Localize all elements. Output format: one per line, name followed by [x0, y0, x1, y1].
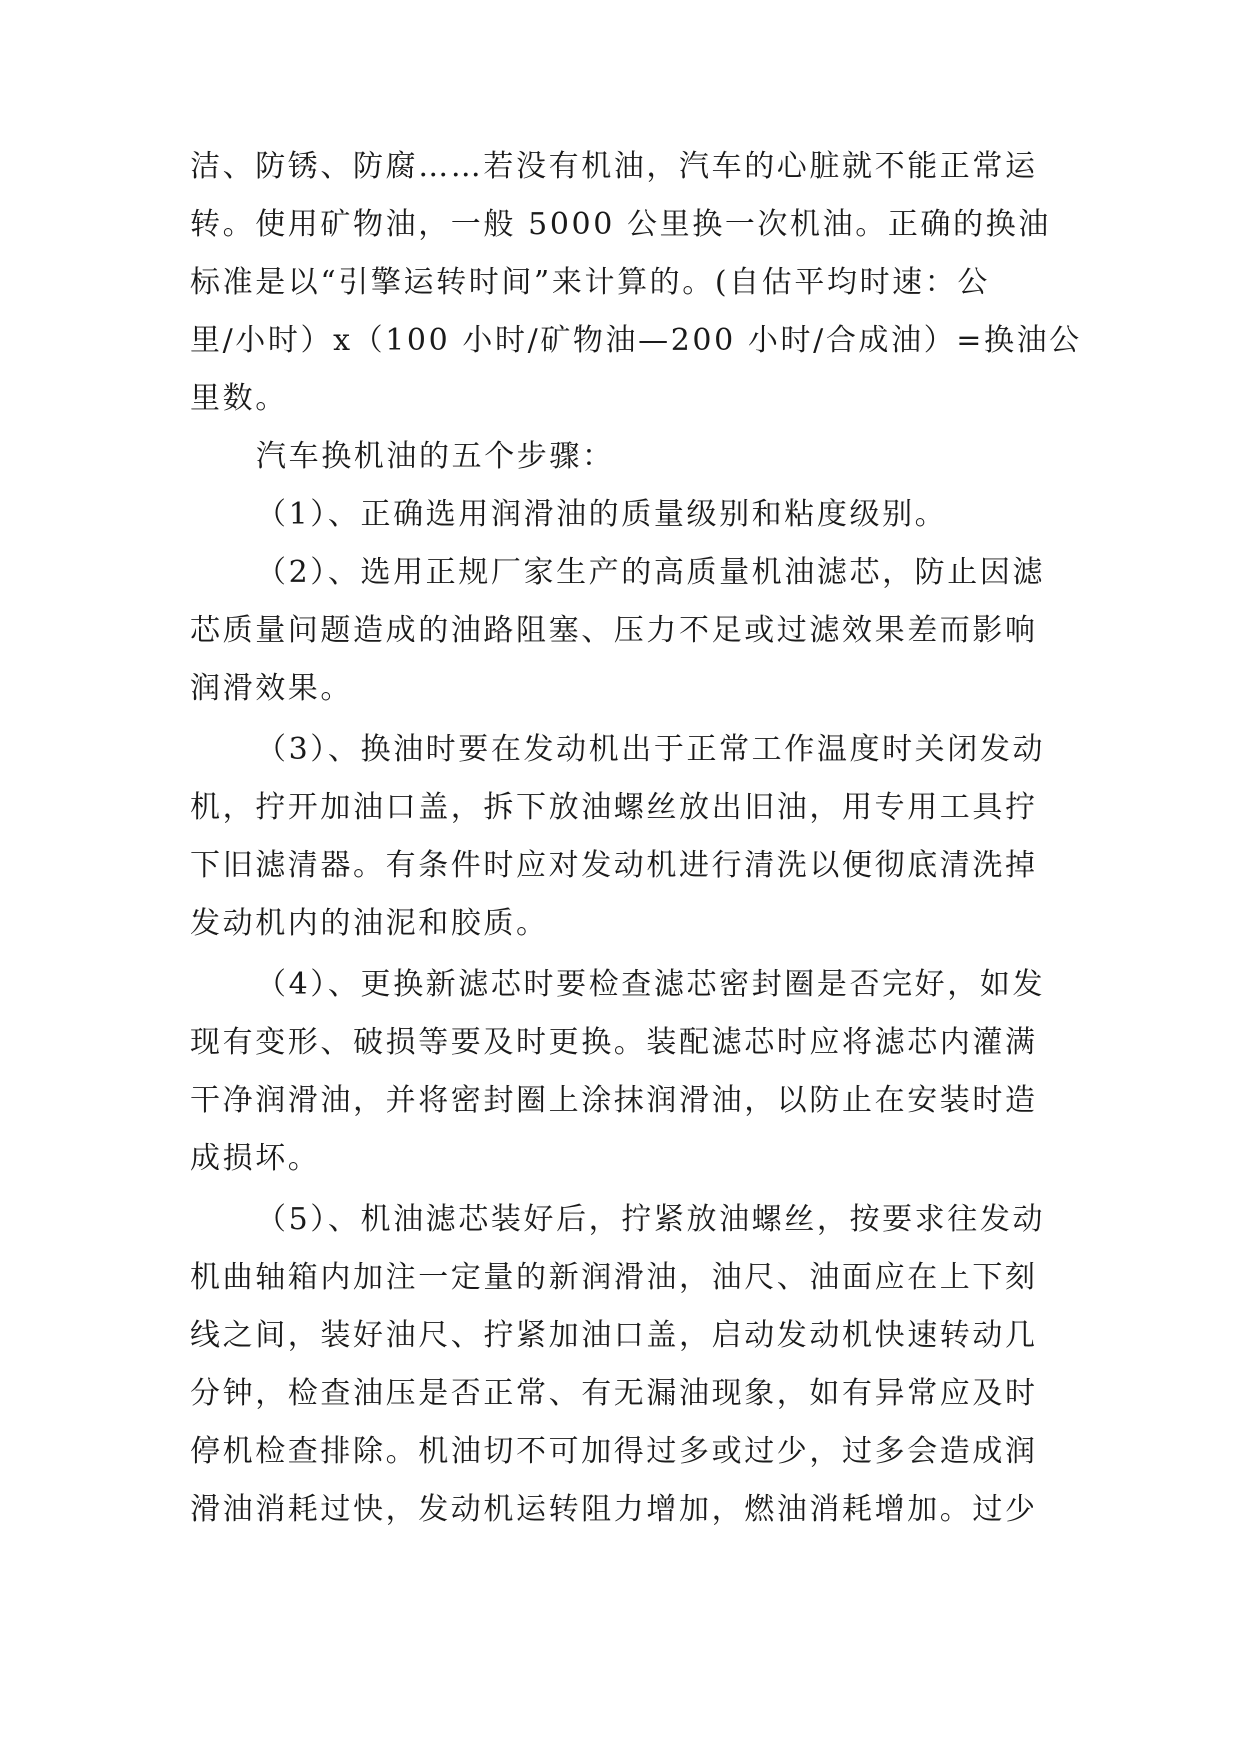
text-line: 分钟，检查油压是否正常、有无漏油现象，如有异常应及时	[190, 1376, 1038, 1411]
step-2: （2）、选用正规厂家生产的高质量机油滤芯，防止因滤	[256, 555, 1046, 590]
section-heading: 汽车换机油的五个步骤：	[256, 439, 615, 474]
step-5: （5）、机油滤芯装好后，拧紧放油螺丝，按要求往发动	[256, 1202, 1046, 1237]
text-line: 停机检查排除。机油切不可加得过多或过少，过多会造成润	[190, 1434, 1038, 1469]
text-line: 润滑效果。	[190, 671, 353, 706]
text-line: 滑油消耗过快，发动机运转阻力增加，燃油消耗增加。过少	[190, 1492, 1038, 1527]
text-line: 里/小时）x（100 小时/矿物油—200 小时/合成油）=换油公	[190, 323, 1082, 358]
text-line: 发动机内的油泥和胶质。	[190, 906, 549, 941]
text-line: 干净润滑油，并将密封圈上涂抹润滑油，以防止在安装时造	[190, 1083, 1038, 1118]
text-line: 机，拧开加油口盖，拆下放油螺丝放出旧油，用专用工具拧	[190, 790, 1038, 825]
text-line: 现有变形、破损等要及时更换。装配滤芯时应将滤芯内灌满	[190, 1025, 1038, 1060]
text-line: 机曲轴箱内加注一定量的新润滑油，油尺、油面应在上下刻	[190, 1260, 1038, 1295]
text-line: 线之间，装好油尺、拧紧加油口盖，启动发动机快速转动几	[190, 1318, 1038, 1353]
text-line: 里数。	[190, 381, 288, 416]
text-line: 芯质量问题造成的油路阻塞、压力不足或过滤效果差而影响	[190, 613, 1038, 648]
text-line: 洁、防锈、防腐……若没有机油，汽车的心脏就不能正常运	[190, 149, 1038, 184]
step-4: （4）、更换新滤芯时要检查滤芯密封圈是否完好，如发	[256, 967, 1046, 1002]
text-line: 下旧滤清器。有条件时应对发动机进行清洗以便彻底清洗掉	[190, 848, 1038, 883]
step-1: （1）、正确选用润滑油的质量级别和粘度级别。	[256, 497, 948, 532]
text-line: 转。使用矿物油，一般 5000 公里换一次机油。正确的换油	[190, 207, 1051, 242]
text-line: 标准是以“引擎运转时间”来计算的。(自估平均时速：公	[190, 265, 990, 300]
text-line: 成损坏。	[190, 1141, 321, 1176]
step-3: （3）、换油时要在发动机出于正常工作温度时关闭发动	[256, 732, 1046, 767]
